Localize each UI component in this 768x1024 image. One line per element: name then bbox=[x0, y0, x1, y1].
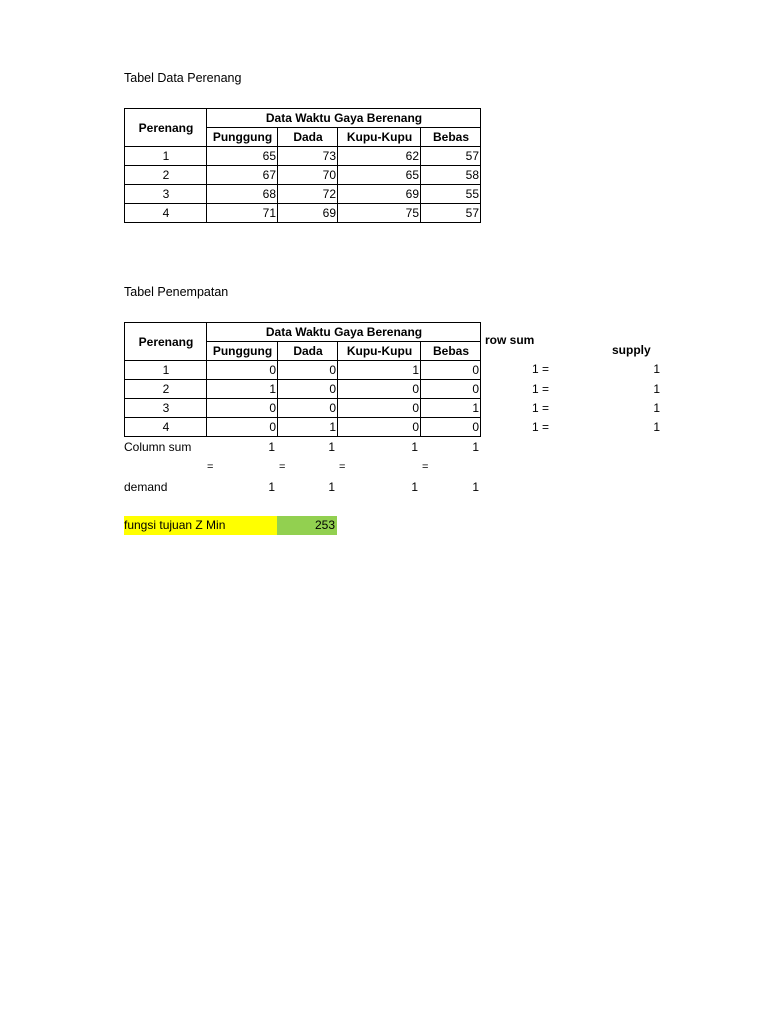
cell-value: 57 bbox=[421, 204, 481, 223]
cell-value: 1 bbox=[207, 380, 278, 399]
cell-value: 0 bbox=[278, 380, 338, 399]
column-header: Kupu-Kupu bbox=[338, 128, 421, 147]
table-row bbox=[125, 185, 481, 204]
objective-value: 253 bbox=[314, 518, 335, 532]
column-header: Punggung bbox=[207, 342, 278, 361]
objective-label: fungsi tujuan Z Min bbox=[124, 518, 226, 532]
cell-value: 0 bbox=[207, 361, 278, 380]
cell-value: 75 bbox=[338, 204, 421, 223]
row-id: 2 bbox=[125, 166, 207, 185]
supply-value: 1 bbox=[653, 420, 660, 434]
demand-value: 1 bbox=[268, 480, 275, 494]
cell-value: 0 bbox=[421, 361, 481, 380]
row-sum: 1 = bbox=[531, 382, 549, 396]
row-sum-label: row sum bbox=[485, 333, 535, 347]
cell-value: 0 bbox=[278, 399, 338, 418]
cell-value: 1 bbox=[421, 399, 481, 418]
table-row bbox=[125, 204, 481, 223]
header-group: Data Waktu Gaya Berenang bbox=[207, 323, 481, 342]
equals-sign: = bbox=[339, 461, 346, 473]
table2-title: Tabel Penempatan bbox=[124, 285, 229, 299]
cell-value: 0 bbox=[338, 418, 421, 437]
placement-table bbox=[124, 322, 481, 437]
cell-value: 1 bbox=[278, 418, 338, 437]
cell-value: 71 bbox=[207, 204, 278, 223]
table1-title: Tabel Data Perenang bbox=[124, 71, 242, 85]
row-sum: 1 = bbox=[531, 420, 549, 434]
supply-value: 1 bbox=[653, 362, 660, 376]
column-header: Bebas bbox=[421, 342, 481, 361]
demand-value: 1 bbox=[328, 480, 335, 494]
cell-value: 70 bbox=[278, 166, 338, 185]
cell-value: 65 bbox=[207, 147, 278, 166]
supply-value: 1 bbox=[653, 401, 660, 415]
cell-value: 69 bbox=[278, 204, 338, 223]
cell-value: 65 bbox=[338, 166, 421, 185]
row-id: 3 bbox=[125, 185, 207, 204]
cell-value: 0 bbox=[421, 418, 481, 437]
supply-value: 1 bbox=[653, 382, 660, 396]
table-row bbox=[125, 361, 481, 380]
column-sum: 1 bbox=[411, 440, 418, 454]
column-sum: 1 bbox=[328, 440, 335, 454]
table-row bbox=[125, 399, 481, 418]
column-header: Kupu-Kupu bbox=[338, 342, 421, 361]
row-id: 4 bbox=[125, 204, 207, 223]
demand-value: 1 bbox=[472, 480, 479, 494]
row-id: 3 bbox=[125, 399, 207, 418]
swimmer-data-table bbox=[124, 108, 481, 223]
table-row bbox=[125, 380, 481, 399]
equals-sign: = bbox=[422, 461, 429, 473]
column-sum: 1 bbox=[268, 440, 275, 454]
cell-value: 55 bbox=[421, 185, 481, 204]
table-row bbox=[125, 166, 481, 185]
header-perenang: Perenang bbox=[125, 323, 207, 361]
row-id: 2 bbox=[125, 380, 207, 399]
cell-value: 0 bbox=[338, 380, 421, 399]
demand-label: demand bbox=[124, 480, 168, 494]
row-id: 4 bbox=[125, 418, 207, 437]
demand-value: 1 bbox=[411, 480, 418, 494]
column-header: Punggung bbox=[207, 128, 278, 147]
header-perenang: Perenang bbox=[125, 109, 207, 147]
cell-value: 73 bbox=[278, 147, 338, 166]
column-header: Dada bbox=[278, 128, 338, 147]
equals-sign: = bbox=[279, 461, 286, 473]
equals-sign: = bbox=[207, 461, 214, 473]
cell-value: 0 bbox=[338, 399, 421, 418]
cell-value: 58 bbox=[421, 166, 481, 185]
cell-value: 0 bbox=[278, 361, 338, 380]
cell-value: 67 bbox=[207, 166, 278, 185]
cell-value: 72 bbox=[278, 185, 338, 204]
cell-value: 69 bbox=[338, 185, 421, 204]
header-group: Data Waktu Gaya Berenang bbox=[207, 109, 481, 128]
cell-value: 1 bbox=[338, 361, 421, 380]
row-sum: 1 = bbox=[531, 362, 549, 376]
row-id: 1 bbox=[125, 361, 207, 380]
cell-value: 0 bbox=[207, 418, 278, 437]
cell-value: 0 bbox=[207, 399, 278, 418]
table-row bbox=[125, 147, 481, 166]
supply-label: supply bbox=[612, 343, 651, 357]
cell-value: 62 bbox=[338, 147, 421, 166]
cell-value: 57 bbox=[421, 147, 481, 166]
column-header: Bebas bbox=[421, 128, 481, 147]
row-id: 1 bbox=[125, 147, 207, 166]
cell-value: 68 bbox=[207, 185, 278, 204]
row-sum: 1 = bbox=[531, 401, 549, 415]
column-header: Dada bbox=[278, 342, 338, 361]
cell-value: 0 bbox=[421, 380, 481, 399]
table-row bbox=[125, 418, 481, 437]
column-sum-label: Column sum bbox=[124, 440, 192, 454]
column-sum: 1 bbox=[472, 440, 479, 454]
